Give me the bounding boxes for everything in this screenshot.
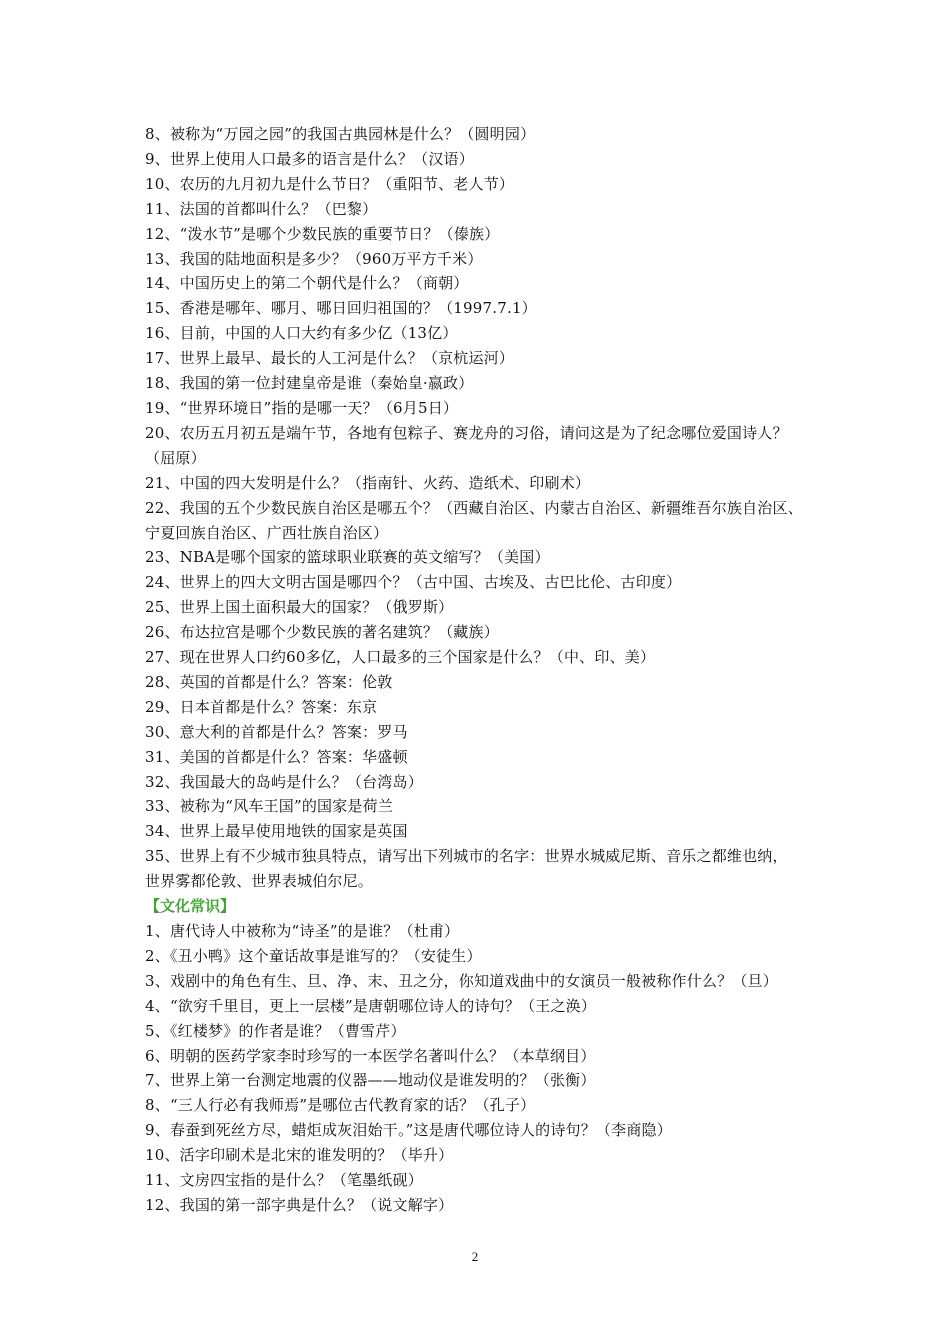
text-line: 9、世界上使用人口最多的语言是什么？（汉语） xyxy=(145,149,474,168)
text-line: 20、农历五月初五是端午节，各地有包粽子、赛龙舟的习俗，请问这是为了纪念哪位爱国诗人？ xyxy=(145,423,788,442)
page-number: 2 xyxy=(471,1249,479,1264)
text-line: 22、我国的五个少数民族自治区是哪五个？（西藏自治区、内蒙古自治区、新疆维吾尔族自治区、 xyxy=(145,498,803,517)
text-line: 5、《红楼梦》的作者是谁？（曹雪芹） xyxy=(145,1021,406,1040)
text-line: 3、戏剧中的角色有生、旦、净、末、丑之分，你知道戏曲中的女演员一般被称作什么？（旦） xyxy=(145,971,778,990)
text-line: 15、香港是哪年、哪月、哪日回归祖国的？（1997.7.1） xyxy=(145,299,537,318)
text-line: 10、活字印刷术是北宋的谁发明的？（毕升） xyxy=(145,1146,454,1165)
text-line: 33、被称为“风车王国”的国家是荷兰 xyxy=(145,797,394,816)
text-line: 12、“泼水节”是哪个少数民族的重要节日？（傣族） xyxy=(145,224,500,243)
text-line: 宁夏回族自治区、广西壮族自治区） xyxy=(145,523,389,542)
text-line: 14、中国历史上的第二个朝代是什么？（商朝） xyxy=(145,274,469,293)
text-line: 6、明朝的医药学家李时珍写的一本医学名著叫什么？（本草纲目） xyxy=(145,1046,596,1065)
section-heading-culture: 【文化常识】 xyxy=(145,897,236,916)
text-line: 25、世界上国土面积最大的国家？（俄罗斯） xyxy=(145,598,454,617)
general-knowledge-list xyxy=(145,122,835,894)
text-line: 9、春蚕到死丝方尽，蜡炬成灰泪始干。”这是唐代哪位诗人的诗句？（李商隐） xyxy=(145,1121,672,1140)
text-line: 12、我国的第一部字典是什么？（说文解字） xyxy=(145,1195,454,1214)
text-line: 29、日本首都是什么？答案：东京 xyxy=(145,697,378,716)
text-line: 1、唐代诗人中被称为“诗圣”的是谁？（杜甫） xyxy=(145,922,460,940)
text-line: 2、《丑小鸭》这个童话故事是谁写的？（安徒生） xyxy=(145,946,482,965)
text-line: 34、世界上最早使用地铁的国家是英国 xyxy=(145,822,408,841)
text-line: 4、“欲穷千里目，更上一层楼”是唐朝哪位诗人的诗句？（王之涣） xyxy=(145,996,597,1015)
text-line: 世界雾都伦敦、世界表城伯尔尼。 xyxy=(145,872,374,891)
text-line: 27、现在世界人口约60多亿，人口最多的三个国家是什么？（中、印、美） xyxy=(145,648,656,667)
text-line: 31、美国的首都是什么？答案：华盛顿 xyxy=(145,747,408,766)
text-line: 8、被称为“万园之园”的我国古典园林是什么？（圆明园） xyxy=(145,125,536,143)
text-line: 16、目前，中国的人口大约有多少亿（13亿） xyxy=(145,324,458,343)
text-line: 11、文房四宝指的是什么？（笔墨纸砚） xyxy=(145,1171,423,1190)
text-line: 30、意大利的首都是什么？答案：罗马 xyxy=(145,722,408,741)
text-line: 28、英国的首都是什么？答案：伦敦 xyxy=(145,672,393,691)
text-line: 32、我国最大的岛屿是什么？（台湾岛） xyxy=(145,772,423,791)
culture-knowledge-list xyxy=(145,919,835,1218)
text-line: 35、世界上有不少城市独具特点，请写出下列城市的名字：世界水城威尼斯、音乐之都维也纳， xyxy=(145,847,788,866)
text-line: 19、“世界环境日”指的是哪一天？（6月5日） xyxy=(145,398,459,417)
text-line: 23、NBA是哪个国家的篮球职业联赛的英文缩写？（美国） xyxy=(145,548,550,567)
text-line: 10、农历的九月初九是什么节日？（重阳节、老人节） xyxy=(145,174,515,193)
text-line: 21、中国的四大发明是什么？（指南针、火药、造纸术、印刷术） xyxy=(145,473,591,492)
text-line: 24、世界上的四大文明古国是哪四个？（古中国、古埃及、古巴比伦、古印度） xyxy=(145,573,682,592)
text-line: 17、世界上最早、最长的人工河是什么？（京杭运河） xyxy=(145,349,515,368)
text-line: 13、我国的陆地面积是多少？（960万平方千米） xyxy=(145,249,483,268)
document-body xyxy=(145,122,835,1218)
text-line: 26、布达拉宫是哪个少数民族的著名建筑？（藏族） xyxy=(145,623,499,642)
text-line: 8、“三人行必有我师焉”是哪位古代教育家的话？（孔子） xyxy=(145,1096,536,1115)
text-line: 7、世界上第一台测定地震的仪器——地动仪是谁发明的？（张衡） xyxy=(145,1071,596,1090)
text-line: 18、我国的第一位封建皇帝是谁（秦始皇·嬴政） xyxy=(145,374,474,393)
text-line: 11、法国的首都叫什么？（巴黎） xyxy=(145,199,378,218)
text-line: （屈原） xyxy=(145,448,206,467)
